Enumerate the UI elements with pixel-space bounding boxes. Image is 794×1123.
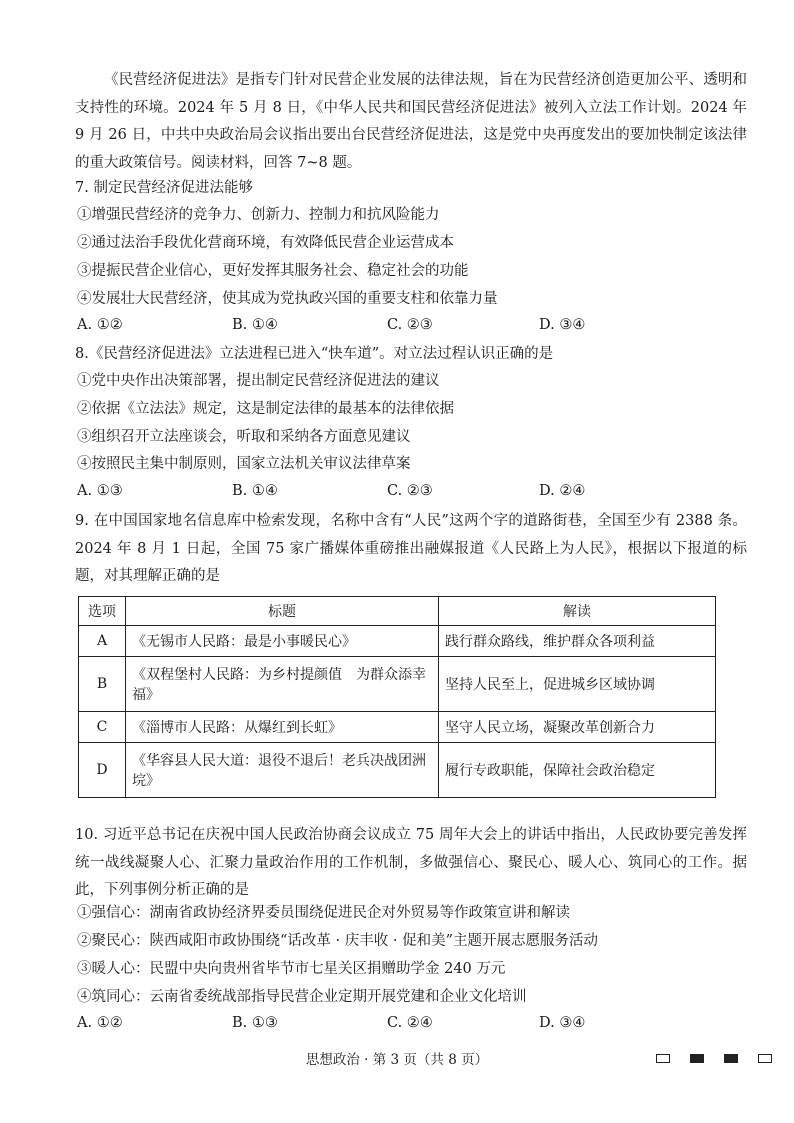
question-10-choice-d: D. ③④	[539, 1015, 586, 1031]
table-header-interpretation: 解读	[439, 597, 716, 626]
table-row	[79, 657, 716, 712]
question-9-stem: 9. 在中国国家地名信息库中检索发现，名称中含有“人民”这两个字的道路街巷，全国至少有 2388 条。2024 年 8 月 1 日起，全国 75 家广播媒体重磅推出融媒报道《人民路上为人民》，根据以下报道的标题，对其理解正确的是	[75, 513, 747, 584]
question-7-choice-d: D. ③④	[539, 317, 586, 333]
question-7-choices	[77, 314, 697, 336]
question-7-statement-3: ③提振民营企业信心，更好发挥其服务社会、稳定社会的功能	[77, 263, 469, 279]
question-8-statement-1: ①党中央作出决策部署，提出制定民营经济促进法的建议	[77, 373, 440, 389]
question-10-statement-2: ②聚民心：陕西咸阳市政协围绕“话改革 · 庆丰收 · 促和美”主题开展志愿服务活动	[77, 933, 598, 949]
intro-paragraph: 《民营经济促进法》是指专门针对民营企业发展的法律法规，旨在为民营经济创造更加公平、透明和支持性的环境。2024 年 5 月 8 日，《中华人民共和国民营经济促进法》被列入立法工作计划。2024 年 9 月 26 日，中共中央政治局会议指出要出台民营经济促进法，这是党中央再度发出的要加快制定该法律的重大政策信号。阅读材料，回答 7~8 题。	[75, 72, 747, 171]
question-7-statement-1: ①增强民营经济的竞争力、创新力、控制力和抗风险能力	[77, 207, 440, 223]
question-10-choices	[77, 1012, 697, 1034]
table-cell-option: B	[79, 657, 126, 712]
table-header-row	[79, 597, 716, 626]
question-8-choice-d: D. ②④	[539, 483, 586, 499]
question-8-choice-b: B. ①④	[232, 483, 278, 499]
question-10-statement-1: ①强信心：湖南省政协经济界委员围绕促进民企对外贸易等作政策宣讲和解读	[77, 905, 570, 921]
table-row	[79, 743, 716, 798]
question-8-statement-2: ②依据《立法法》规定，这是制定法律的最基本的法律依据	[77, 401, 454, 417]
mark-icon	[758, 1054, 772, 1063]
table-cell-option: A	[79, 626, 126, 657]
question-10-stem: 10. 习近平总书记在庆祝中国人民政治协商会议成立 75 周年大会上的讲话中指出，人民政协要完善发挥统一战线凝聚人心、汇聚力量政治作用的工作机制，多做强信心、聚民心、暖人心、筑同心的工作。据此，下列事例分析正确的是	[75, 827, 747, 898]
table-cell-interpretation: 坚持人民至上，促进城乡区域协调	[439, 657, 716, 712]
table-cell-title: 《无锡市人民路：最是小事暖民心》	[126, 626, 439, 657]
question-7-choice-b: B. ①④	[232, 317, 278, 333]
mark-icon	[690, 1054, 704, 1063]
question-7-stem: 7. 制定民营经济促进法能够	[75, 180, 253, 196]
question-10-statement-3: ③暖人心：民盟中央向贵州省毕节市七星关区捐赠助学金 240 万元	[77, 961, 506, 977]
table-header-title: 标题	[126, 597, 439, 626]
question-10-statement-4: ④筑同心：云南省委统战部指导民营企业定期开展党建和企业文化培训	[77, 989, 527, 1005]
table-cell-title: 《华容县人民大道：退役不退后！老兵决战团洲垸》	[126, 743, 439, 798]
question-8-stem: 8.《民营经济促进法》立法进程已进入“快车道”。对立法过程认识正确的是	[75, 346, 554, 362]
table-cell-title: 《淄博市人民路：从爆红到长虹》	[126, 712, 439, 743]
question-8-choices	[77, 480, 697, 502]
question-8-choice-a: A. ①③	[77, 483, 123, 499]
question-8-choice-c: C. ②③	[387, 483, 433, 499]
table-row	[79, 626, 716, 657]
table-cell-interpretation: 践行群众路线，维护群众各项利益	[439, 626, 716, 657]
question-7-statement-4: ④发展壮大民营经济，使其成为党执政兴国的重要支柱和依靠力量	[77, 291, 498, 307]
table-row	[79, 712, 716, 743]
mark-icon	[656, 1054, 670, 1063]
question-10-choice-a: A. ①②	[77, 1015, 123, 1031]
page-footer: 思想政治 · 第 3 页（共 8 页）	[305, 1052, 489, 1068]
table-cell-title: 《双程堡村人民路：为乡村提颜值 为群众添幸福》	[126, 657, 439, 712]
question-8-statement-4: ④按照民主集中制原则，国家立法机关审议法律草案	[77, 456, 411, 472]
table-cell-option: D	[79, 743, 126, 798]
mark-icon	[724, 1054, 738, 1063]
question-9-table	[78, 596, 716, 798]
question-7-statement-2: ②通过法治手段优化营商环境，有效降低民营企业运营成本	[77, 235, 454, 251]
table-cell-interpretation: 坚守人民立场，凝聚改革创新合力	[439, 712, 716, 743]
question-7-choice-a: A. ①②	[77, 317, 123, 333]
table-cell-option: C	[79, 712, 126, 743]
table-cell-interpretation: 履行专政职能，保障社会政治稳定	[439, 743, 716, 798]
question-10-choice-c: C. ②④	[387, 1015, 433, 1031]
table-header-option: 选项	[79, 597, 126, 626]
question-8-statement-3: ③组织召开立法座谈会，听取和采纳各方面意见建议	[77, 429, 411, 445]
question-10-choice-b: B. ①③	[232, 1015, 278, 1031]
question-7-choice-c: C. ②③	[387, 317, 433, 333]
